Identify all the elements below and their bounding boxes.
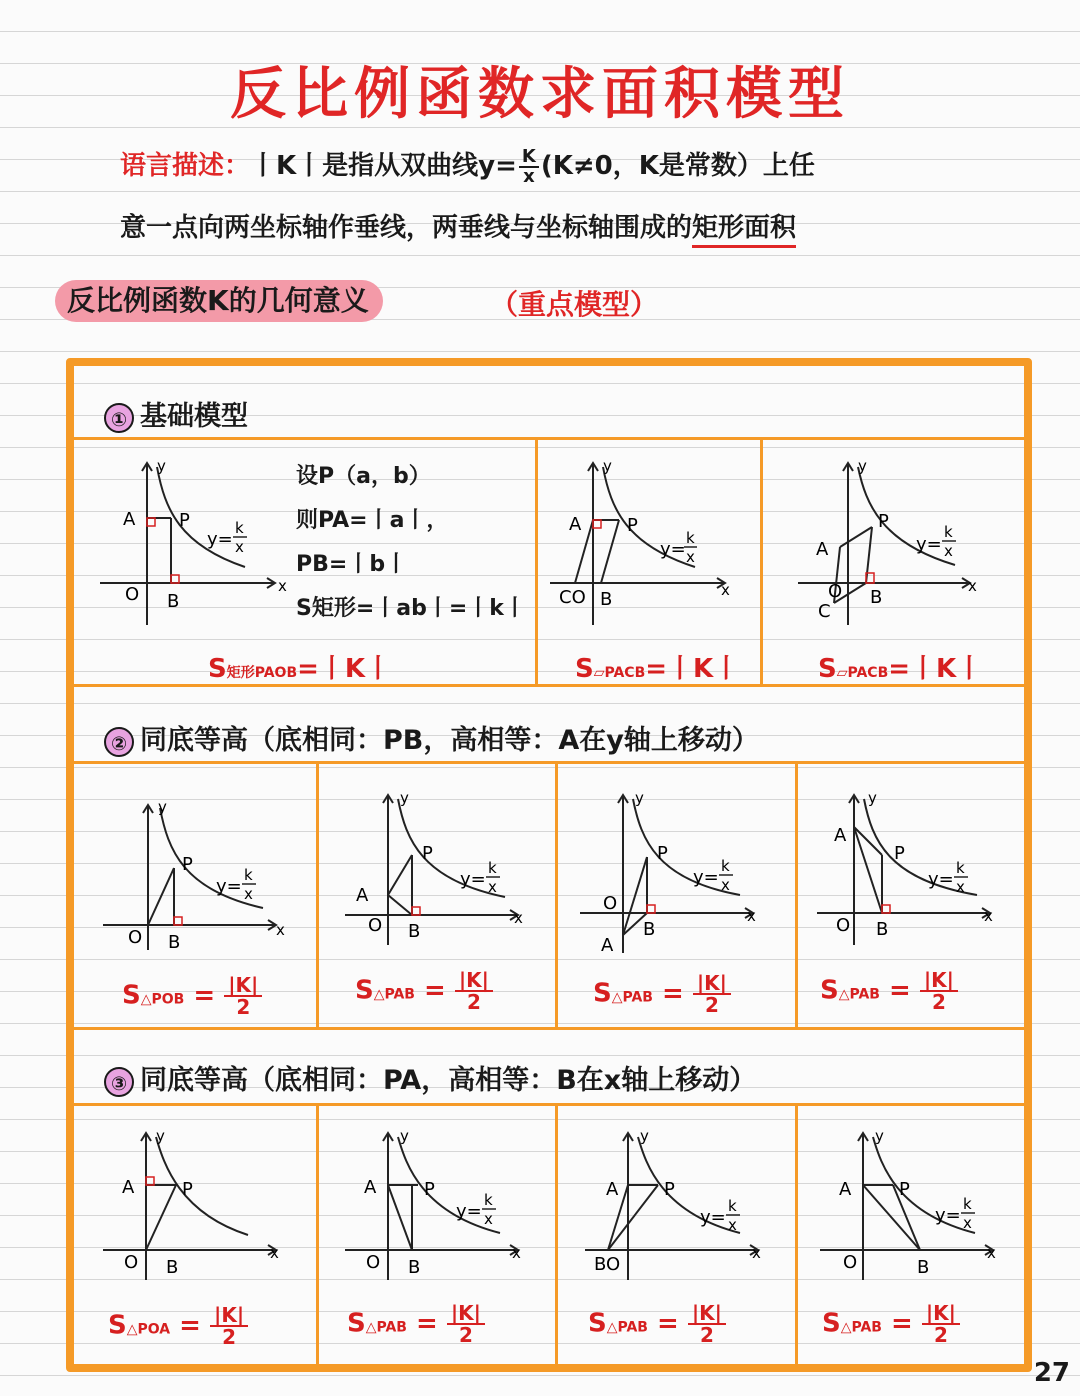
badge-1: ① [104, 403, 134, 433]
curve-eq-label: y= [693, 867, 719, 888]
area-fraction [693, 973, 731, 1015]
area-s: S [593, 978, 612, 1009]
curve-eq-label: y= [916, 534, 942, 555]
area-subscript: △POA [126, 1321, 171, 1338]
area-s: S [122, 980, 141, 1011]
area-formula: S△PAB = $\frac{|K|}{2}$ [347, 1303, 485, 1345]
point-a-label: A [601, 935, 614, 956]
curve-equation: y= [478, 151, 517, 181]
area-frac-num: |K| [688, 1303, 726, 1325]
x-axis-label: x [278, 577, 287, 595]
area-frac-den: 2 [222, 1325, 237, 1349]
point-p-label: P [182, 854, 193, 875]
point-a-label: A [122, 1177, 135, 1198]
area-subscript: 矩形PAOB [226, 665, 298, 681]
area-formula: S△PAB = $\frac{|K|}{2}$ [588, 1303, 726, 1345]
divider [555, 761, 558, 1027]
area-fraction [688, 1303, 726, 1345]
area-s: S [820, 975, 839, 1006]
badge-2: ② [104, 727, 134, 757]
point-a-label: A [356, 885, 369, 906]
point-c-label: C [818, 601, 831, 622]
point-a-label: A [839, 1179, 852, 1200]
divider [316, 1103, 319, 1369]
description-line-2 [120, 207, 796, 244]
x-axis-label: x [968, 577, 977, 595]
fraction-numerator: K [519, 148, 539, 168]
curve-eq-label: y= [207, 529, 233, 550]
graph-basic-rectangle [95, 455, 285, 630]
area-formula [575, 648, 739, 685]
curve-eq-num: k [488, 859, 497, 877]
section-title-2: 同底等高（底相同：PB，高相等：A在y轴上移动） [140, 725, 759, 756]
area-formula: S△POB = $\frac{|K|}{2}$ [122, 975, 262, 1017]
description-text-1: 丨K丨是指从双曲线 [250, 151, 479, 181]
area-frac-den: 2 [466, 990, 481, 1014]
area-subscript: △PAB [606, 1319, 648, 1336]
origin-label: O [836, 915, 851, 936]
point-a-label: A [364, 1177, 377, 1198]
area-formula [818, 648, 982, 685]
description-label: 语言描述： [120, 151, 251, 181]
area-frac-num: |K| [447, 1303, 485, 1325]
badge-3: ③ [104, 1067, 134, 1097]
area-formula: S△PAB = $\frac{|K|}{2}$ [355, 970, 493, 1012]
area-frac-den: 2 [699, 1323, 714, 1347]
x-axis-label: x [721, 581, 730, 599]
x-axis-label: x [514, 909, 523, 927]
area-subscript: △PAB [373, 986, 415, 1003]
area-frac-num: |K| [455, 970, 493, 992]
y-axis-label: y [400, 789, 409, 807]
section-pill: 反比例函数K的几何意义 [55, 280, 383, 322]
point-b-label: B [408, 921, 421, 942]
area-value: =丨K丨 [297, 654, 392, 684]
area-fraction [922, 1303, 960, 1345]
point-b-label: B [167, 591, 180, 612]
point-p-label: P [894, 843, 905, 864]
point-p-label: P [179, 510, 190, 531]
point-b-label: B [643, 919, 656, 940]
curve-eq-den: x [488, 878, 497, 896]
area-s: S [588, 1308, 607, 1339]
page-number: 27 [1033, 1358, 1070, 1388]
area-fraction [455, 970, 493, 1012]
area-formula: S△PAB = $\frac{|K|}{2}$ [820, 970, 958, 1012]
curve-eq-den: x [235, 538, 244, 556]
area-frac-den: 2 [933, 1323, 948, 1347]
area-formula: S△PAB = $\frac{|K|}{2}$ [822, 1303, 960, 1345]
area-fraction [224, 975, 262, 1017]
curve-eq-label: y= [660, 539, 686, 560]
basic-model-note [296, 455, 526, 631]
area-s: S [208, 654, 227, 684]
y-axis-label: y [875, 1127, 884, 1145]
section-heading-1 [104, 394, 248, 433]
curve-eq-num: k [956, 859, 965, 877]
section-note: （重点模型） [490, 288, 659, 321]
point-b-label: B [600, 589, 613, 610]
area-fraction [920, 970, 958, 1012]
curve-eq-den: x [728, 1216, 737, 1234]
y-axis-label: y [868, 789, 877, 807]
area-subscript: ▱PACB [836, 665, 889, 681]
curve-eq-num: k [944, 523, 953, 541]
page-title: 反比例函数求面积模型 [230, 62, 850, 127]
divider [795, 1103, 798, 1369]
area-frac-den: 2 [931, 990, 946, 1014]
y-axis-label: y [400, 1127, 409, 1145]
graph-triangle-pab-1 [340, 785, 540, 950]
curve-eq-label: y= [935, 1205, 961, 1226]
curve-eq-num: k [484, 1191, 493, 1209]
point-a-label: A [569, 514, 582, 535]
area-s: S [108, 1310, 127, 1341]
curve-eq-den: x [721, 876, 730, 894]
curve-eq-label: y= [216, 876, 242, 897]
area-s: S [818, 654, 837, 684]
x-axis-label: x [752, 1244, 761, 1262]
x-axis-label: x [270, 1244, 279, 1262]
area-subscript: △PAB [840, 1319, 882, 1336]
curve-eq-den: x [244, 885, 253, 903]
section-title-1: 基础模型 [140, 401, 248, 432]
area-frac-num: |K| [920, 970, 958, 992]
area-formula [208, 648, 391, 685]
divider [74, 761, 1024, 764]
y-axis-label: y [640, 1127, 649, 1145]
origin-label: O [843, 1252, 858, 1273]
area-subscript: △PAB [838, 986, 880, 1003]
curve-eq-num: k [235, 519, 244, 537]
graph-triangle-poa [98, 1125, 298, 1285]
point-a-label: A [816, 539, 829, 560]
area-frac-den: 2 [236, 995, 251, 1019]
note-line-2: 则PA=丨a丨， [296, 508, 449, 533]
area-frac-num: |K| [922, 1303, 960, 1325]
graph-triangle-pab-4 [340, 1125, 540, 1285]
origin-label: O [368, 915, 383, 936]
point-b-label: B [870, 587, 883, 608]
origin-label: O [603, 893, 618, 914]
area-s: S [355, 975, 374, 1006]
area-formula: S△PAB = $\frac{|K|}{2}$ [593, 973, 731, 1015]
origin-label: O [124, 1252, 139, 1273]
divider [74, 1103, 1024, 1106]
description-text-2: 意一点向两坐标轴作垂线，两垂线与坐标轴围成的 [120, 213, 693, 243]
point-p-label: P [664, 1179, 675, 1200]
x-axis-label: x [747, 907, 756, 925]
divider [316, 761, 319, 1027]
curve-eq-den: x [686, 548, 695, 566]
divider [535, 437, 538, 684]
y-axis-label: y [603, 457, 612, 475]
y-axis-label: y [858, 457, 867, 475]
area-subscript: △POB [140, 991, 185, 1008]
note-line-3: PB=丨b丨 [296, 552, 408, 577]
curve-eq-num: k [686, 529, 695, 547]
point-p-label: P [878, 511, 889, 532]
area-value: =丨K丨 [645, 654, 740, 684]
graph-basic-parallelogram-2 [790, 455, 990, 630]
point-p-label: P [627, 515, 638, 536]
graph-triangle-pab-3 [812, 785, 1012, 950]
graph-triangle-pob [98, 790, 298, 955]
highlight-rect-area: 矩形面积 [692, 213, 796, 248]
curve-eq-den: x [944, 542, 953, 560]
divider [795, 761, 798, 1027]
point-p-label: P [899, 1179, 910, 1200]
curve-eq-label: y= [928, 869, 954, 890]
point-a-label: A [123, 509, 136, 530]
area-s: S [575, 654, 594, 684]
point-p-label: P [422, 843, 433, 864]
graph-basic-parallelogram-1 [545, 455, 735, 630]
curve-eq-den: x [956, 878, 965, 896]
curve-eq-label: y= [460, 869, 486, 890]
bo-label: BO [594, 1254, 621, 1275]
point-b-label: B [166, 1257, 179, 1278]
curve-eq-num: k [728, 1197, 737, 1215]
point-a-label: A [606, 1179, 619, 1200]
divider [555, 1103, 558, 1369]
area-frac-num: |K| [693, 973, 731, 995]
area-frac-num: |K| [224, 975, 262, 997]
origin-label: O [366, 1252, 381, 1273]
y-axis-label: y [158, 798, 167, 816]
x-axis-label: x [984, 907, 993, 925]
area-subscript: ▱PACB [593, 665, 646, 681]
section-heading-3 [104, 1058, 756, 1097]
graph-triangle-pab-2 [575, 785, 775, 960]
fraction-denominator: x [523, 165, 535, 187]
curve-eq-den: x [484, 1210, 493, 1228]
area-fraction [210, 1305, 248, 1347]
curve-fraction [519, 145, 539, 187]
description-line-1 [120, 145, 815, 186]
point-p-label: P [424, 1179, 435, 1200]
graph-triangle-pab-5 [580, 1125, 780, 1285]
co-label: CO [559, 587, 586, 608]
point-b-label: B [917, 1257, 930, 1278]
origin-label: O [125, 584, 140, 605]
origin-label: O [128, 927, 143, 948]
area-frac-den: 2 [458, 1323, 473, 1347]
point-b-label: B [876, 919, 889, 940]
curve-eq-num: k [721, 857, 730, 875]
x-axis-label: x [276, 921, 285, 939]
point-b-label: B [168, 932, 181, 953]
area-s: S [822, 1308, 841, 1339]
area-s: S [347, 1308, 366, 1339]
curve-eq-num: k [244, 866, 253, 884]
curve-eq-den: x [963, 1214, 972, 1232]
point-p-label: P [182, 1179, 193, 1200]
x-axis-label: x [512, 1244, 521, 1262]
curve-eq-label: y= [456, 1201, 482, 1222]
x-axis-label: x [987, 1244, 996, 1262]
note-line-4: S矩形=丨ab丨=丨k丨 [296, 596, 526, 621]
divider [74, 437, 1024, 440]
y-axis-label: y [157, 457, 166, 475]
point-b-label: B [408, 1257, 421, 1278]
y-axis-label: y [635, 789, 644, 807]
y-axis-label: y [156, 1127, 165, 1145]
area-subscript: △PAB [611, 989, 653, 1006]
origin-label: O [828, 581, 843, 602]
area-subscript: △PAB [365, 1319, 407, 1336]
divider [74, 1027, 1024, 1030]
area-frac-num: |K| [210, 1305, 248, 1327]
note-line-1: 设P（a，b） [296, 464, 431, 489]
point-p-label: P [657, 843, 668, 864]
curve-eq-label: y= [700, 1207, 726, 1228]
area-formula: S△POA = $\frac{|K|}{2}$ [108, 1305, 248, 1347]
section-heading-2 [104, 718, 759, 757]
graph-triangle-pab-6 [815, 1125, 1015, 1285]
area-frac-den: 2 [704, 993, 719, 1017]
curve-eq-num: k [963, 1195, 972, 1213]
section-title-3: 同底等高（底相同：PA，高相等：B在x轴上移动） [140, 1065, 757, 1096]
area-value: =丨K丨 [888, 654, 983, 684]
divider [760, 437, 763, 684]
point-a-label: A [834, 825, 847, 846]
area-fraction [447, 1303, 485, 1345]
description-tail: (K≠0，K是常数）上任 [540, 151, 815, 181]
